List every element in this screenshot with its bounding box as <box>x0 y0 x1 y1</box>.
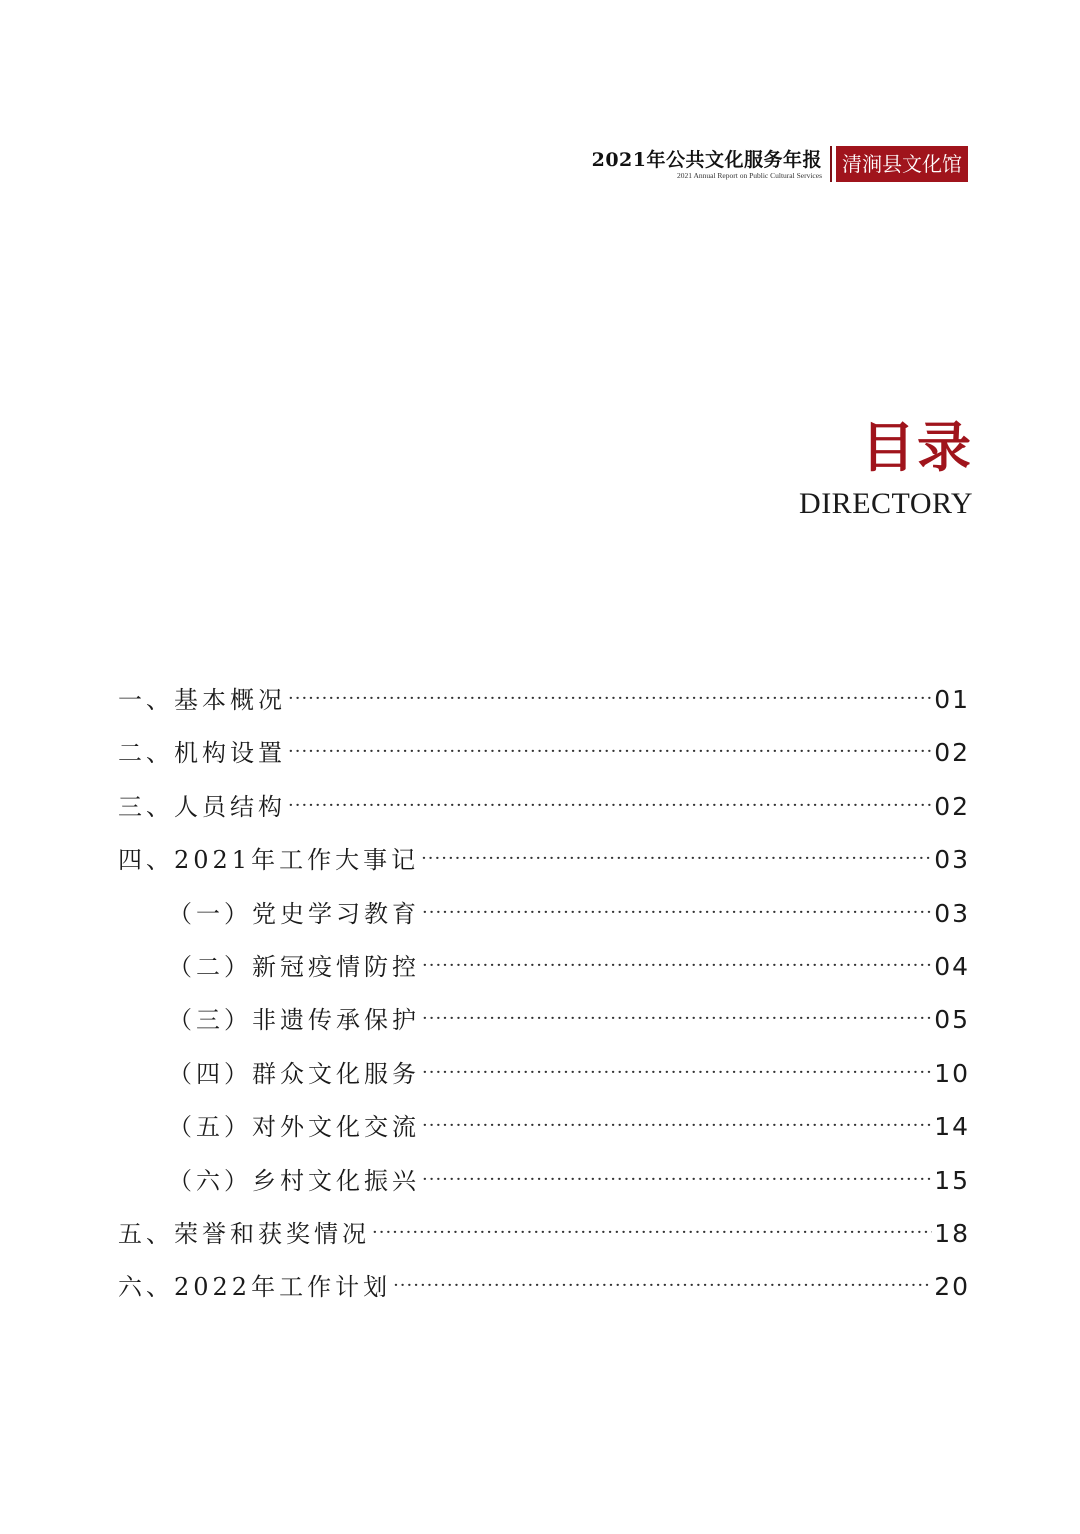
toc-leader-dots <box>422 902 932 923</box>
toc-subitem-1[interactable] <box>118 894 970 947</box>
header-text-block <box>592 146 830 182</box>
report-title: 2021年公共文化服务年报 <box>591 148 822 171</box>
toc-subitem-5[interactable] <box>118 1107 970 1160</box>
toc-item-label: 五、荣誉和获奖情况 <box>118 1219 370 1248</box>
toc-item-label: 四、2021年工作大事记 <box>118 846 420 875</box>
toc-subitem-2[interactable] <box>118 947 970 1000</box>
toc-leader-dots <box>393 1275 932 1296</box>
toc-leader-dots <box>422 1008 932 1029</box>
toc-item-6[interactable] <box>118 1267 970 1320</box>
toc-item-label: （五）对外文化交流 <box>168 1113 420 1142</box>
header-divider <box>830 146 832 182</box>
toc-subitem-4[interactable] <box>118 1054 970 1107</box>
toc-item-label: 一、基本概况 <box>118 686 286 714</box>
toc-subitem-6[interactable] <box>118 1161 970 1214</box>
toc-item-page: 03 <box>934 845 970 875</box>
directory-title-zh: 目录 <box>861 415 973 479</box>
toc-leader-dots <box>421 848 932 869</box>
toc-item-label: （二）新冠疫情防控 <box>168 952 420 981</box>
toc-item-page: 14 <box>934 1112 970 1142</box>
toc-item-3[interactable] <box>118 787 970 840</box>
report-subtitle: 2021 Annual Report on Public Cultural Services <box>677 170 822 180</box>
table-of-contents <box>118 680 970 1321</box>
toc-item-page: 01 <box>934 685 970 714</box>
toc-item-1[interactable] <box>118 680 970 733</box>
toc-item-label: 六、2022年工作计划 <box>118 1273 392 1302</box>
toc-leader-dots <box>422 1115 932 1136</box>
toc-item-page: 04 <box>934 951 970 981</box>
toc-item-page: 20 <box>934 1272 970 1302</box>
toc-item-label: （四）群众文化服务 <box>168 1059 420 1088</box>
organization-badge: 清涧县文化馆 <box>836 146 968 182</box>
toc-leader-dots <box>288 795 932 816</box>
toc-item-label: 二、机构设置 <box>118 739 286 768</box>
toc-item-page: 05 <box>934 1005 970 1035</box>
toc-leader-dots <box>422 1062 932 1083</box>
toc-leader-dots <box>372 1222 932 1243</box>
directory-title-en: DIRECTORY <box>799 487 973 520</box>
toc-leader-dots <box>422 1169 932 1190</box>
toc-item-label: （三）非遗传承保护 <box>168 1006 420 1035</box>
toc-item-page: 02 <box>934 738 970 768</box>
toc-leader-dots <box>422 955 932 976</box>
directory-title-block <box>799 412 973 522</box>
toc-item-2[interactable] <box>118 733 970 786</box>
toc-item-label: 三、人员结构 <box>118 792 286 821</box>
toc-leader-dots <box>288 741 932 762</box>
toc-item-page: 15 <box>934 1165 970 1195</box>
toc-item-4[interactable] <box>118 840 970 893</box>
toc-subitem-3[interactable] <box>118 1000 970 1053</box>
toc-item-page: 03 <box>934 898 970 928</box>
toc-leader-dots <box>288 688 932 709</box>
toc-item-page: 10 <box>934 1058 970 1088</box>
toc-item-page: 02 <box>934 791 970 821</box>
page-header <box>592 146 968 182</box>
toc-item-label: （一）党史学习教育 <box>168 899 420 928</box>
toc-item-5[interactable] <box>118 1214 970 1267</box>
toc-item-page: 18 <box>934 1218 970 1248</box>
toc-item-label: （六）乡村文化振兴 <box>168 1166 420 1195</box>
